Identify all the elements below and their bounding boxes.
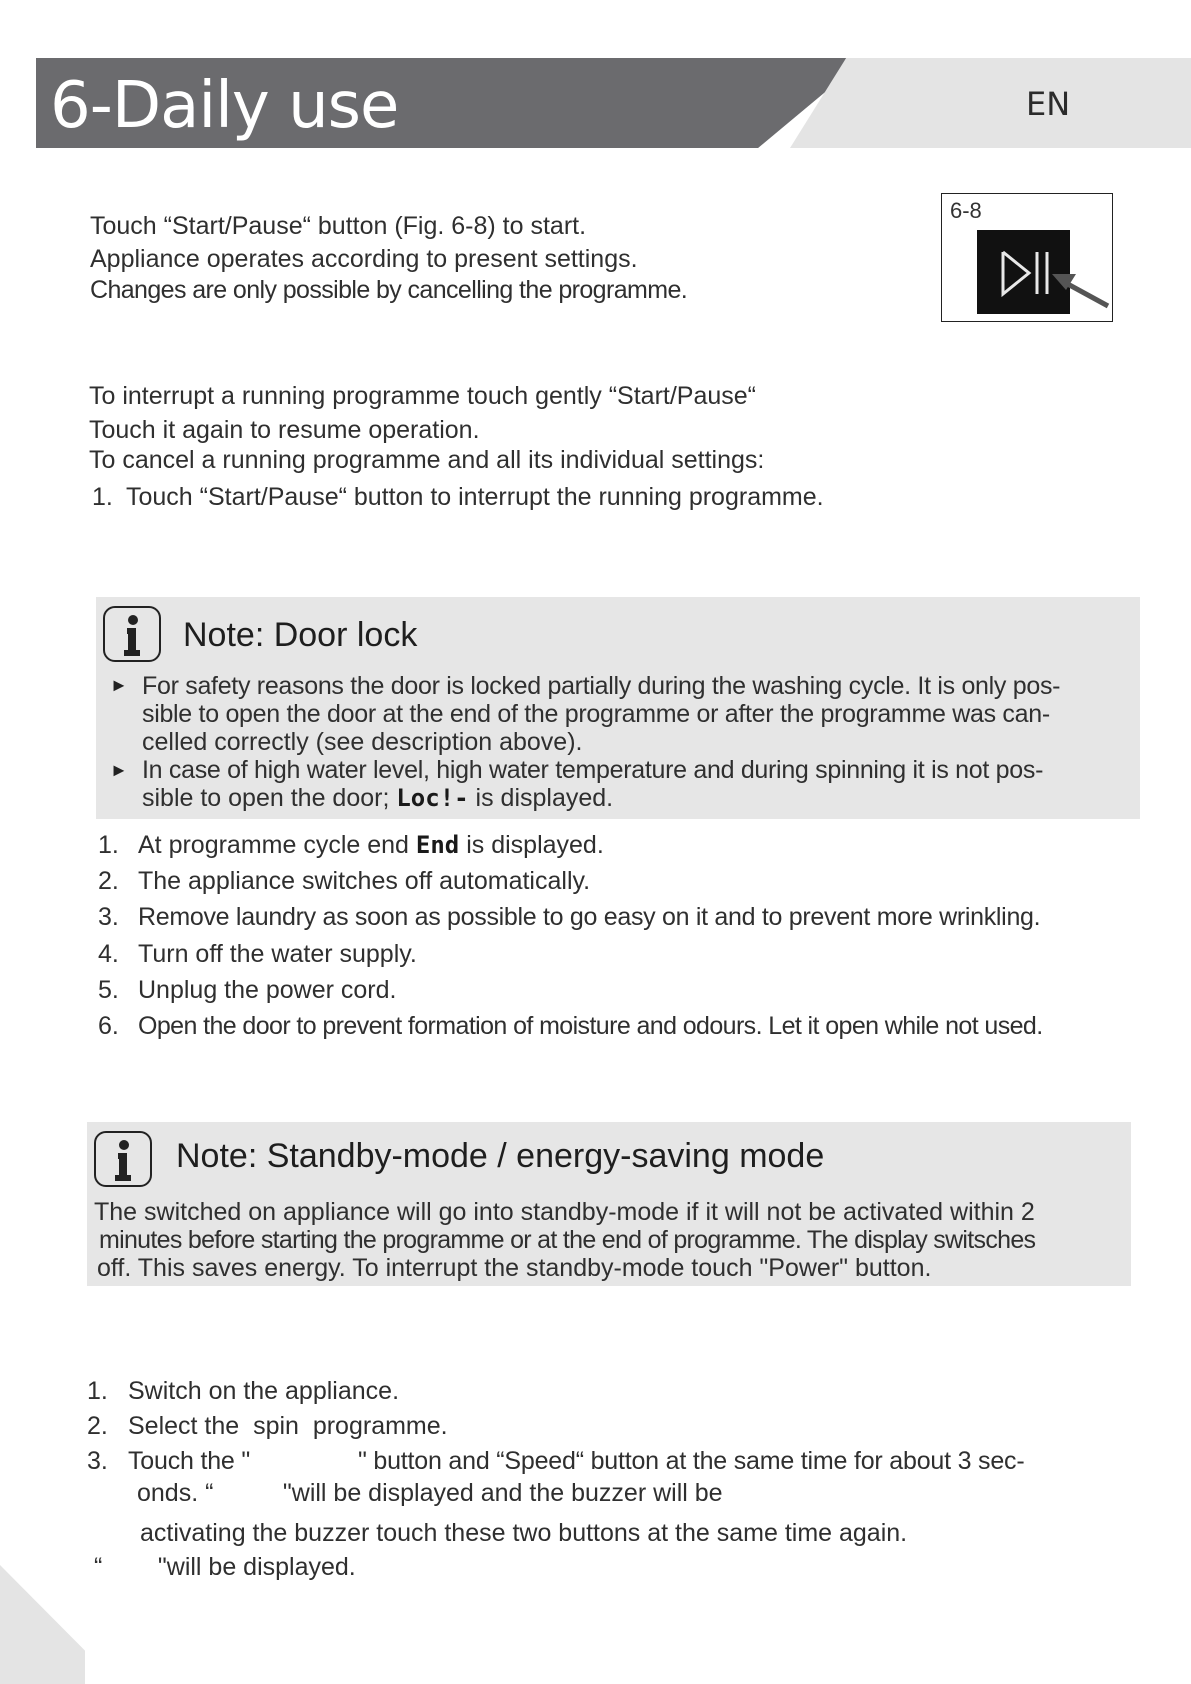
door-lock-bullet-2-line-2 [142, 784, 613, 812]
door-lock-note-title: Note: Door lock [183, 616, 418, 654]
list-text [138, 830, 604, 861]
interrupt-line-3: To cancel a running programme and all its individual settings: [89, 446, 765, 474]
list-text: Touch the " " button and “Speed“ button at the same time for about 3 sec- [128, 1447, 1025, 1475]
start-line-3: Changes are only possible by cancelling the programme. [90, 276, 688, 304]
lock-display-code: Loc!- [396, 784, 469, 812]
buzzer-continuation-1: onds. “ "will be displayed and the buzzer will be [137, 1479, 723, 1507]
list-text: Switch on the appliance. [128, 1377, 400, 1405]
standby-note-title: Note: Standby-mode / energy-saving mode [176, 1137, 825, 1175]
list-text: Touch “Start/Pause“ button to interrupt the running programme. [126, 483, 824, 511]
text-segment: is displayed. [468, 784, 614, 812]
list-number: 3. [98, 903, 119, 931]
bullet-arrow-icon: ► [110, 760, 128, 780]
list-number: 1. [98, 831, 119, 859]
list-number: 2. [87, 1412, 108, 1440]
bullet-arrow-icon: ► [110, 675, 128, 695]
list-text: Unplug the power cord. [138, 976, 397, 1004]
standby-line-2: minutes before starting the programme or at the end of programme. The display switsches [99, 1226, 1036, 1254]
list-number: 1. [92, 483, 113, 511]
text-segment: sible to open the door; [142, 784, 397, 812]
buzzer-continuation-2: activating the buzzer touch these two buttons at the same time again. [140, 1519, 908, 1547]
list-text: The appliance switches off automatically. [138, 867, 591, 895]
end-display-code: End [415, 831, 460, 859]
start-line-1: Touch “Start/Pause“ button (Fig. 6-8) to start. [90, 212, 587, 240]
page-corner-decoration [0, 1565, 85, 1684]
buzzer-continuation-3: “ "will be displayed. [94, 1553, 356, 1581]
door-lock-bullet-1-line-2: sible to open the door at the end of the programme or after the programme was can- [142, 700, 1050, 728]
standby-line-1: The switched on appliance will go into standby-mode if it will not be activated within 2 [94, 1198, 1035, 1226]
text-segment: At programme cycle end [138, 831, 416, 859]
standby-line-3: off. This saves energy. To interrupt the standby-mode touch "Power" button. [97, 1254, 932, 1282]
language-banner [790, 58, 1191, 148]
interrupt-line-1: To interrupt a running programme touch gently “Start/Pause“ [89, 382, 757, 410]
door-lock-bullet-2-line-1: In case of high water level, high water temperature and during spinning it is not pos- [142, 756, 1044, 784]
pointer-arrow-icon [942, 194, 1114, 323]
list-text: Remove laundry as soon as possible to go easy on it and to prevent more wrinkling. [138, 903, 1041, 931]
door-lock-note [96, 597, 1140, 819]
list-number: 1. [87, 1377, 108, 1405]
list-number: 4. [98, 940, 119, 968]
door-lock-bullet-1-line-1: For safety reasons the door is locked partially during the washing cycle. It is only pos- [142, 672, 1061, 700]
standby-note [87, 1122, 1131, 1286]
interrupt-line-2: Touch it again to resume operation. [89, 416, 480, 444]
list-number: 2. [98, 867, 119, 895]
figure-label: 6-8 [950, 198, 982, 223]
list-text: Select the spin programme. [128, 1412, 448, 1440]
list-number: 6. [98, 1012, 119, 1040]
text-segment: is displayed. [459, 831, 604, 859]
figure-6-8 [941, 193, 1113, 322]
start-line-2: Appliance operates according to present settings. [90, 245, 638, 273]
page-title: 6-Daily use [50, 69, 399, 143]
info-icon [94, 1131, 152, 1187]
list-number: 3. [87, 1447, 108, 1475]
list-number: 5. [98, 976, 119, 1004]
language-label: EN [1026, 85, 1071, 123]
door-lock-bullet-1-line-3: celled correctly (see description above). [142, 728, 583, 756]
info-icon [103, 606, 161, 662]
list-text: Turn off the water supply. [138, 940, 417, 968]
list-text: Open the door to prevent formation of moisture and odours. Let it open while not used. [138, 1012, 1043, 1040]
